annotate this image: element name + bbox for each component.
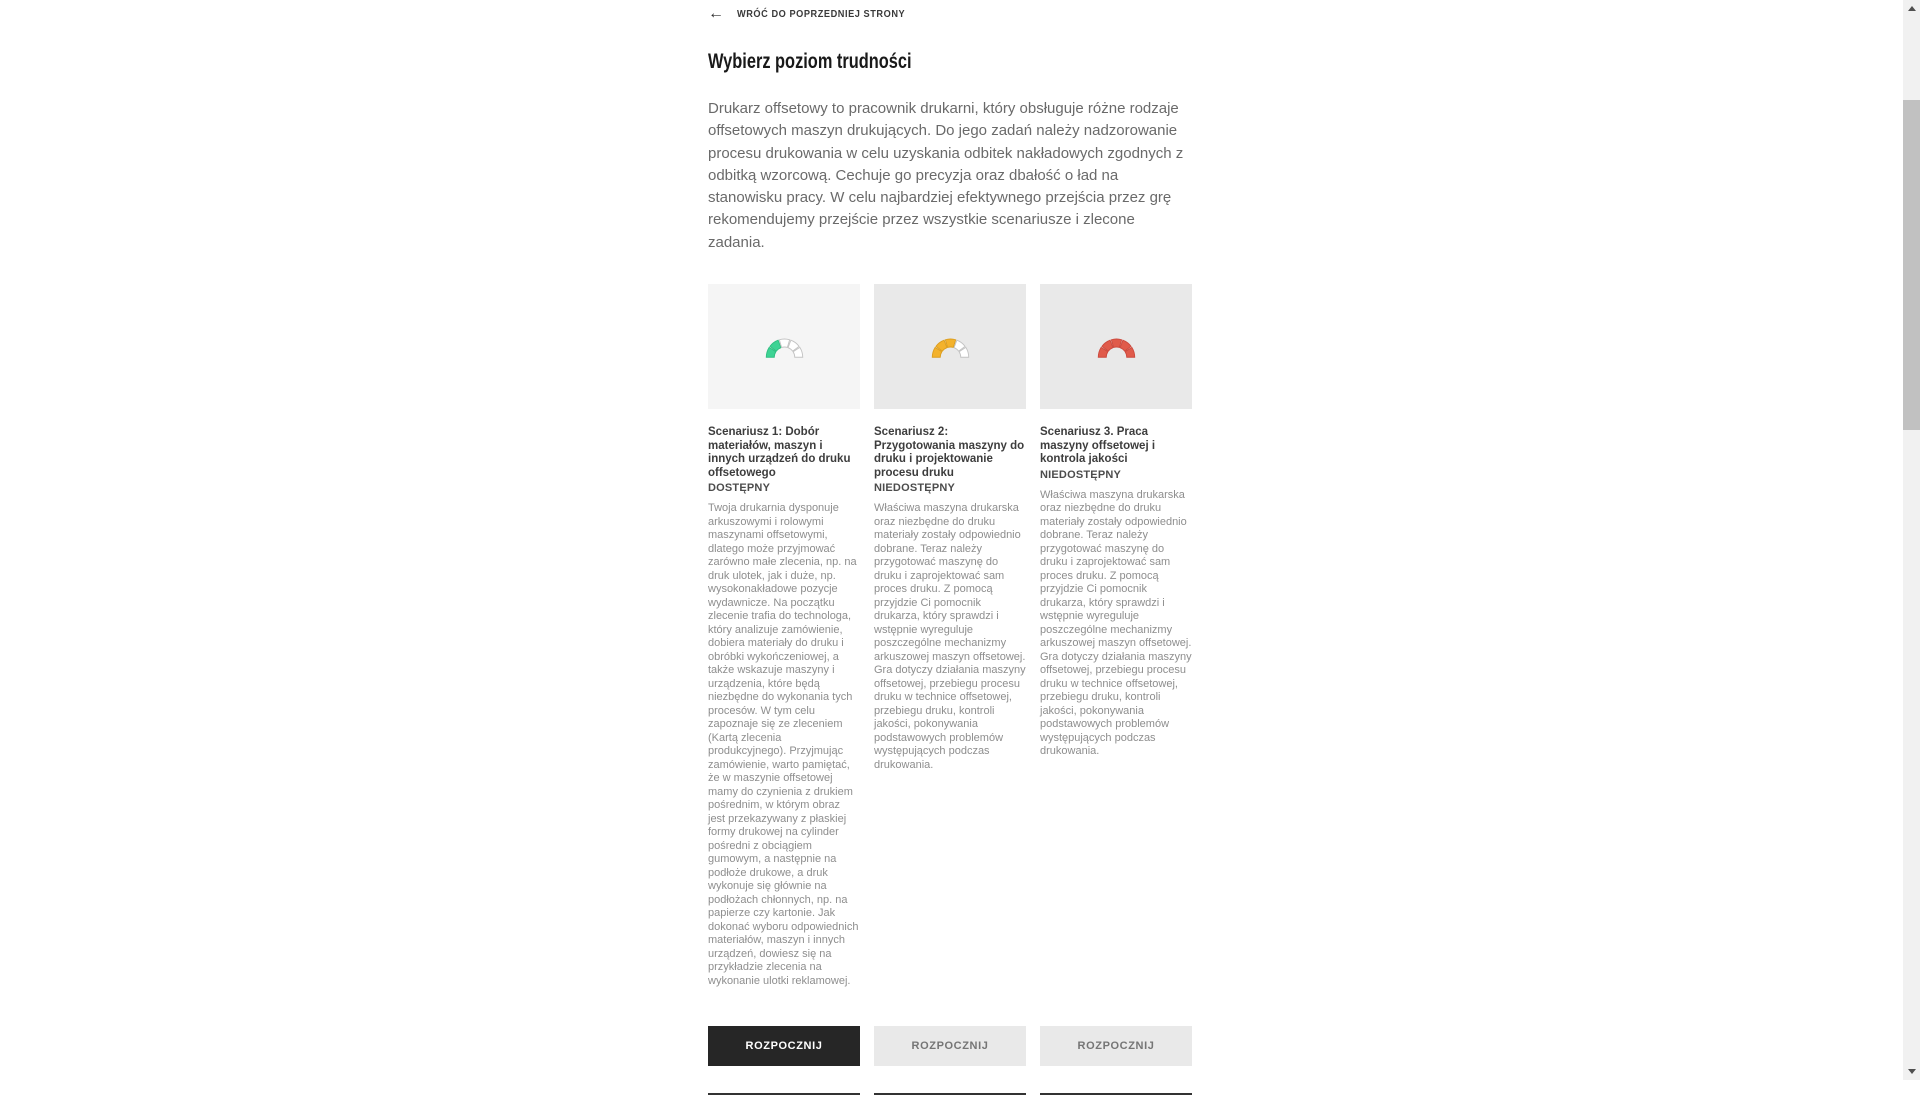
- scenario-3-title: Scenariusz 3. Praca maszyny offsetowej i kontrola jakości: [1040, 426, 1156, 466]
- back-link-label: WRÓĆ DO POPRZEDNIEJ STRONY: [737, 8, 906, 20]
- scenario-3-description: Właściwa maszyna drukarska oraz niezbędne do druku materiały zostały odpowiednio dobrane. Teraz należy przygotować maszynę do druku i zaprojektować sam proces druku. Z pomocą przyjdzie Ci pomocnik drukarza, który sprawdzi i wstępnie wyreguluje poszczególne mechanizmy arkuszowej maszyn offsetowej. Gra dotyczy działania maszyny offsetowej, przebiegu procesu druku w technice offsetowej, przebiegu druku, kontroli jakości, pokonywania podstawowych problemów występujących podczas drukowania.: [1040, 488, 1192, 758]
- difficulty-gauge-medium-icon: [930, 335, 971, 359]
- scenario-1-status: DOSTĘPNY: [708, 482, 771, 495]
- scenario-2-thumbnail: [874, 284, 1026, 409]
- scenario-2-description: Właściwa maszyna drukarska oraz niezbędne do druku materiały zostały odpowiednio dobrane. Teraz należy przygotować maszynę do druku i zaprojektować sam proces druku. Z pomocą przyjdzie Ci pomocnik drukarza, który sprawdzi i wstępnie wyreguluje poszczególne mechanizmy arkuszowej maszyn offsetowej. Gra dotyczy działania maszyny offsetowej, przebiegu procesu druku w technice offsetowej, przebiegu druku, kontroli jakości, pokonywania podstawowych problemów występujących podczas drukowania.: [874, 502, 1026, 771]
- scroll-down-icon: [1908, 1069, 1916, 1074]
- scenario-3-start-button[interactable]: ROZPOCZNIJ: [1040, 1026, 1192, 1066]
- scenario-3-status: NIEDOSTĘPNY: [1040, 468, 1122, 481]
- scenario-2-start-button[interactable]: ROZPOCZNIJ: [874, 1026, 1026, 1066]
- scenario-card-1: [708, 284, 860, 1095]
- page-title: Wybierz poziom trudności: [708, 50, 912, 73]
- back-link[interactable]: [708, 5, 1190, 22]
- scenario-card-3: [1040, 284, 1192, 1095]
- scenario-card-2: [874, 284, 1026, 1095]
- scenario-2-title: Scenariusz 2: Przygotowania maszyny do druku i projektowanie procesu druku: [874, 426, 1025, 479]
- scenario-3-thumbnail: [1040, 284, 1192, 409]
- scenario-1-description: Twoja drukarnia dysponuje arkuszowymi i rolowymi maszynami offsetowymi, dlatego może przyjmować zarówno małe zlecenia, np. na druk ulotek, jak i duże, np. wysokonakładowe pozycje wydawnicze. Na początku zlecenie trafia do technologa, który analizuje zamówienie, dobiera materiały do druku i obróbki wykończeniowej, a także wskazuje maszyny i urządzenia, które będą niezbędne do wykonania tych procesów. W tym celu zapoznaje się ze zleceniem (Kartą zlecenia produkcyjnego). Przyjmując zamówienie, warto pamiętać, że w maszynie offsetowej mamy do czynienia z drukiem pośrednim, w którym obraz jest przekazywany z płaskiej formy drukowej na cylinder pośredni z obciągiem gumowym, a następnie na podłoże drukowe, a druk wykonuje się głównie na podłożach chłonnych, np. na papierze czy kartonie. Jak dokonać wyboru odpowiednich materiałów, maszyn i innych urządzeń, dowiesz się na przykładzie zlecenia na wykonanie ulotki reklamowej.: [708, 502, 859, 987]
- scroll-up-button[interactable]: [1903, 0, 1920, 17]
- difficulty-gauge-low-icon: [764, 335, 805, 359]
- scenario-2-status: NIEDOSTĘPNY: [874, 482, 956, 495]
- scroll-down-button[interactable]: [1903, 1063, 1920, 1080]
- scenario-1-title: Scenariusz 1: Dobór materiałów, maszyn i innych urządzeń do druku offsetowego: [708, 426, 851, 479]
- scenario-cards: [708, 284, 1190, 1095]
- left-arrow-icon: ←: [708, 5, 724, 22]
- scrollbar[interactable]: [1903, 0, 1920, 1080]
- difficulty-selection-page: [708, 0, 1190, 1095]
- intro-text: Drukarz offsetowy to pracownik drukarni, który obsługuje różne rodzaje offsetowych maszyn drukujących. Do jego zadań należy nadzorowanie procesu drukowania w celu uzyskania odbitek nakładowych zgodnych z odbitką wzorcową. Cechuje go precyzja oraz dbałość o ład na stanowisku pracy. W celu najbardziej efektywnego przejścia przez grę rekomendujemy przejście przez wszystkie scenariusze i zlecone zadania.: [708, 100, 1184, 251]
- scroll-thumb[interactable]: [1903, 100, 1920, 430]
- scroll-up-icon: [1908, 6, 1916, 11]
- scenario-1-start-button[interactable]: ROZPOCZNIJ: [708, 1026, 860, 1066]
- scenario-1-thumbnail: [708, 284, 860, 409]
- difficulty-gauge-high-icon: [1096, 335, 1137, 359]
